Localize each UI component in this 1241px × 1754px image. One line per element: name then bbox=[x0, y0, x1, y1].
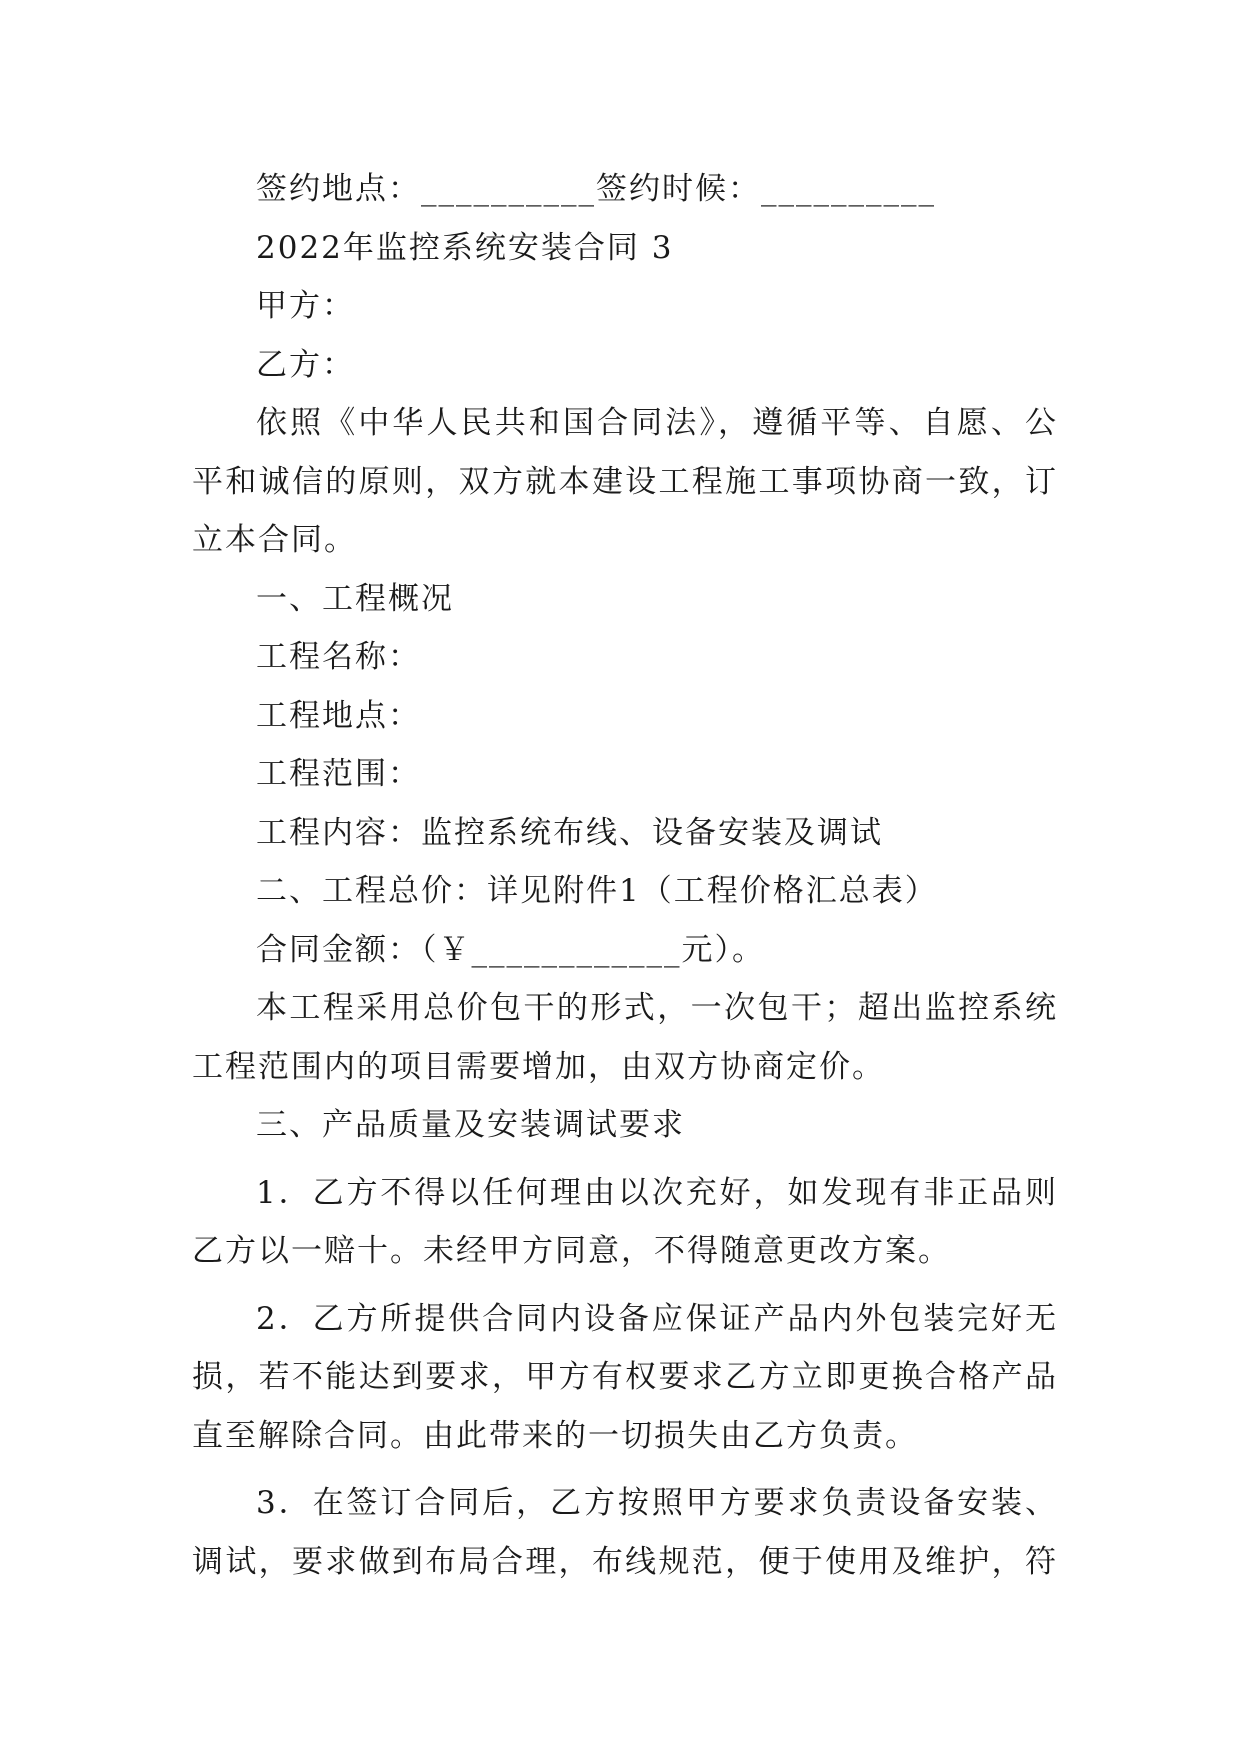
clause-2-line-1: 2．乙方所提供合同内设备应保证产品内外包装完好无 bbox=[256, 1300, 1058, 1337]
document-body bbox=[192, 160, 1058, 1591]
preamble-line-2: 平和诚信的原则，双方就本建设工程施工事项协商一致，订 bbox=[192, 463, 1058, 500]
clause-1-line-2: 乙方以一赔十。未经甲方同意，不得随意更改方案。 bbox=[192, 1233, 951, 1269]
clause-2-line-3: 直至解除合同。由此带来的一切损失由乙方负责。 bbox=[192, 1417, 918, 1454]
project-scope-line: 工程范围： bbox=[256, 756, 421, 792]
contract-amount-line: 合同金额：（￥____________元）。 bbox=[256, 931, 765, 968]
contract-title: 2022年监控系统安装合同 3 bbox=[256, 229, 674, 266]
project-name-line: 工程名称： bbox=[256, 639, 421, 675]
clause-2-line-2: 损，若不能达到要求，甲方有权要求乙方立即更换合格产品 bbox=[192, 1359, 1058, 1395]
clause-3-line-2: 调试，要求做到布局合理，布线规范，便于使用及维护，符 bbox=[192, 1543, 1058, 1580]
party-b-line: 乙方： bbox=[256, 346, 355, 383]
clause-3-line-1: 3．在签订合同后，乙方按照甲方要求负责设备安装、 bbox=[256, 1485, 1058, 1521]
project-location-line: 工程地点： bbox=[256, 697, 421, 734]
section-3-heading: 三、产品质量及安装调试要求 bbox=[256, 1107, 685, 1143]
party-a-line: 甲方： bbox=[256, 288, 355, 324]
preamble-line-3: 立本合同。 bbox=[192, 522, 357, 558]
preamble-line-1: 依照《中华人民共和国合同法》，遵循平等、自愿、公 bbox=[256, 405, 1058, 441]
signing-place-time-line: 签约地点：__________签约时候：__________ bbox=[256, 171, 936, 207]
lump-sum-line-2: 工程范围内的项目需要增加，由双方协商定价。 bbox=[192, 1048, 885, 1085]
clause-1-line-1: 1．乙方不得以任何理由以次充好，如发现有非正品则 bbox=[256, 1174, 1058, 1211]
project-content-line: 工程内容：监控系统布线、设备安装及调试 bbox=[256, 814, 883, 851]
lump-sum-line-1: 本工程采用总价包干的形式，一次包干；超出监控系统 bbox=[256, 990, 1058, 1026]
section-1-heading: 一、工程概况 bbox=[256, 580, 454, 617]
section-2-heading: 二、工程总价：详见附件1（工程价格汇总表） bbox=[256, 873, 938, 909]
